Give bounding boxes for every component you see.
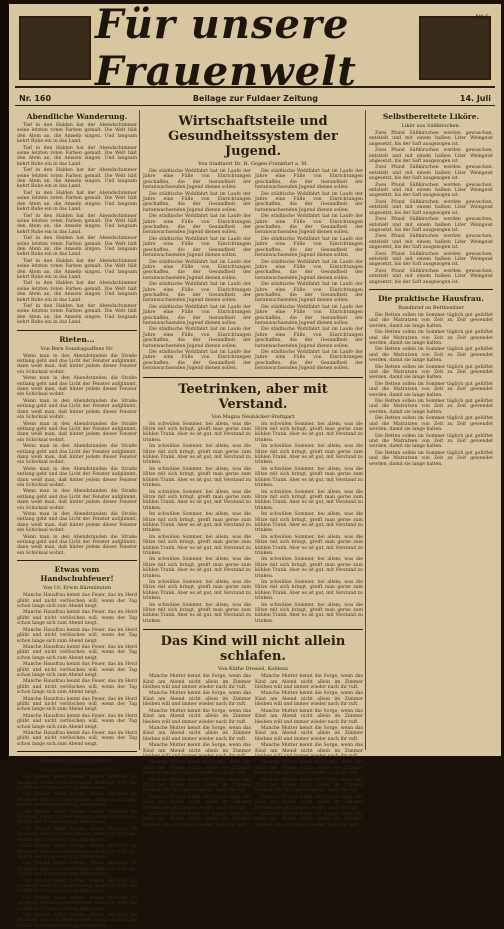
article-body: Die Betten sollen im Sommer täglich gut gelüftet und die Matratzen von Zeit zu Zeit gewendet werden, damit sie lange halten. Die Betten sollen im Sommer täglich gut gelüftet und die Matratzen von Zeit zu Zeit gewendet werden, damit sie lange halten. Die Betten sollen im Sommer täglich gut gelüftet und die Matratzen von Zeit zu Zeit gewendet werden, damit sie lange halten. Die Betten sollen im Sommer täglich gut gelüftet und die Matratzen von Zeit zu Zeit gewendet werden, damit sie lange halten. Die Betten sollen im Sommer täglich gut gelüftet und die Matratzen von Zeit zu Zeit gewendet werden, damit sie lange halten. Die Betten sollen im Sommer täglich gut gelüftet und die Matratzen von Zeit zu Zeit gewendet werden, damit sie lange halten. Die Betten sollen im Sommer täglich gut gelüftet und die Matratzen von Zeit zu Zeit gewendet werden, damit sie lange halten. Die Betten sollen im Sommer täglich gut gelüftet und die Matratzen von Zeit zu Zeit gewendet werden, damit sie lange halten. Die Betten sollen im Sommer täglich gut gelüftet und die Matratzen von Zeit zu Zeit gewendet werden, damit sie lange halten. [369, 312, 493, 467]
article-byline: Von Käthe Dressel, Koblenz [218, 666, 288, 673]
article-body: Zwei Pfund Süßkirschen werden gewaschen, entstielt und mit einem halben Liter Weingeist angesetzt, bis der Saft ausgezogen ist. Zwei Pfund Süßkirschen werden gewaschen, entstielt und mit einem halben Liter Weingeist angesetzt, bis der Saft ausgezogen ist. Zwei Pfund Süßkirschen werden gewaschen, entstielt und mit einem halben Liter Weingeist angesetzt, bis der Saft ausgezogen ist. Zwei Pfund Süßkirschen werden gewaschen, entstielt und mit einem halben Liter Weingeist angesetzt, bis der Saft ausgezogen ist. Zwei Pfund Süßkirschen werden gewaschen, entstielt und mit einem halben Liter Weingeist angesetzt, bis der Saft ausgezogen ist. Zwei Pfund Süßkirschen werden gewaschen, entstielt und mit einem halben Liter Weingeist angesetzt, bis der Saft ausgezogen ist. Zwei Pfund Süßkirschen werden gewaschen, entstielt und mit einem halben Liter Weingeist angesetzt, bis der Saft ausgezogen ist. Zwei Pfund Süßkirschen werden gewaschen, entstielt und mit einem halben Liter Weingeist angesetzt, bis der Saft ausgezogen ist. Zwei Pfund Süßkirschen werden gewaschen, entstielt und mit einem halben Liter Weingeist angesetzt, bis der Saft ausgezogen ist. [369, 131, 493, 285]
article-body: Wenn man in den Abendstunden die Straße entlang geht und das Licht der Fenster aufglimmt, dann weiß man, daß hinter jedem dieser Fenster ein Schicksal wohnt. Wenn man in den Abendstunden die Straße entlang geht und das Licht der Fenster aufglimmt, dann weiß man, daß hinter jedem dieser Fenster ein Schicksal wohnt. Wenn man in den Abendstunden die Straße entlang geht und das Licht der Fenster aufglimmt, dann weiß man, daß hinter jedem dieser Fenster ein Schicksal wohnt. Wenn man in den Abendstunden die Straße entlang geht und das Licht der Fenster aufglimmt, dann weiß man, daß hinter jedem dieser Fenster ein Schicksal wohnt. Wenn man in den Abendstunden die Straße entlang geht und das Licht der Fenster aufglimmt, dann weiß man, daß hinter jedem dieser Fenster ein Schicksal wohnt. Wenn man in den Abendstunden die Straße entlang geht und das Licht der Fenster aufglimmt, dann weiß man, daß hinter jedem dieser Fenster ein Schicksal wohnt. Wenn man in den Abendstunden die Straße entlang geht und das Licht der Fenster aufglimmt, dann weiß man, daß hinter jedem dieser Fenster ein Schicksal wohnt. Wenn man in den Abendstunden die Straße entlang geht und das Licht der Fenster aufglimmt, dann weiß man, daß hinter jedem dieser Fenster ein Schicksal wohnt. Wenn man in den Abendstunden die Straße entlang geht und das Licht der Fenster aufglimmt, dann weiß man, daß hinter jedem dieser Fenster ein Schicksal wohnt. [17, 353, 137, 556]
masthead-corner-mark: NILS [475, 14, 489, 21]
article-byline: Von Magna Neubäcker-Stuttgart [211, 413, 295, 420]
article-headline: Rieten... [59, 334, 95, 344]
masthead [15, 1, 495, 95]
masthead-illustration-right [419, 16, 491, 80]
article-headline: Etwas vom Handschuhfeuer! [40, 565, 114, 584]
article-byline: Von Bern Sonntagsaffens Nr. [40, 345, 114, 352]
section-divider [369, 289, 493, 290]
article-headline: Das Kind will nicht allein schlafen. [160, 634, 346, 665]
column-right [369, 110, 493, 750]
article-body: Manche Mutter kennt die Sorge, wenn das Kind am Abend nicht allein im Zimmer bleiben will und immer wieder nach ihr ruft. Manche Mutter kennt die Sorge, wenn das Kind am Abend nicht allein im Zimmer bleiben will und immer wieder nach ihr ruft. Manche Mutter kennt die Sorge, wenn das Kind am Abend nicht allein im Zimmer bleiben will und immer wieder nach ihr ruft. Manche Mutter kennt die Sorge, wenn das Kind am Abend nicht allein im Zimmer bleiben will und immer wieder nach ihr ruft. Manche Mutter kennt die Sorge, wenn das Kind am Abend nicht allein im Zimmer bleiben will und immer wieder nach ihr ruft. Manche Mutter kennt die Sorge, wenn das Kind am Abend nicht allein im Zimmer bleiben will und immer wieder nach ihr ruft. Manche Mutter kennt die Sorge, wenn das Kind am Abend nicht allein im Zimmer bleiben will und immer wieder nach ihr ruft. Manche Mutter kennt die Sorge, wenn das Kind am Abend nicht allein im Zimmer bleiben will und immer wieder nach ihr ruft. Manche Mutter kennt die Sorge, wenn das Kind am Abend nicht allein im Zimmer bleiben will und immer wieder nach ihr ruft. [255, 674, 363, 828]
article-body: Die städtische Wohlfahrt hat im Laufe der Jahre eine Fülle von Einrichtungen geschaffen, die der Gesundheit der heranwachsenden Jugend dienen sollen. Die städtische Wohlfahrt hat im Laufe der Jahre eine Fülle von Einrichtungen geschaffen, die der Gesundheit der heranwachsenden Jugend dienen sollen. Die städtische Wohlfahrt hat im Laufe der Jahre eine Fülle von Einrichtungen geschaffen, die der Gesundheit der heranwachsenden Jugend dienen sollen. Die städtische Wohlfahrt hat im Laufe der Jahre eine Fülle von Einrichtungen geschaffen, die der Gesundheit der heranwachsenden Jugend dienen sollen. Die städtische Wohlfahrt hat im Laufe der Jahre eine Fülle von Einrichtungen geschaffen, die der Gesundheit der heranwachsenden Jugend dienen sollen. Die städtische Wohlfahrt hat im Laufe der Jahre eine Fülle von Einrichtungen geschaffen, die der Gesundheit der heranwachsenden Jugend dienen sollen. Die städtische Wohlfahrt hat im Laufe der Jahre eine Fülle von Einrichtungen geschaffen, die der Gesundheit der heranwachsenden Jugend dienen sollen. Die städtische Wohlfahrt hat im Laufe der Jahre eine Fülle von Einrichtungen geschaffen, die der Gesundheit der heranwachsenden Jugend dienen sollen. Die städtische Wohlfahrt hat im Laufe der Jahre eine Fülle von Einrichtungen geschaffen, die der Gesundheit der heranwachsenden Jugend dienen sollen. [255, 169, 363, 372]
article-body: Im schwülen Sommer, bei allem, was die Hitze mit sich bringt, greift man gerne zum kühlen Trank. Aber es ist gut, mit Verstand zu trinken. Im schwülen Sommer, bei allem, was die Hitze mit sich bringt, greift man gerne zum kühlen Trank. Aber es ist gut, mit Verstand zu trinken. Im schwülen Sommer, bei allem, was die Hitze mit sich bringt, greift man gerne zum kühlen Trank. Aber es ist gut, mit Verstand zu trinken. Im schwülen Sommer, bei allem, was die Hitze mit sich bringt, greift man gerne zum kühlen Trank. Aber es ist gut, mit Verstand zu trinken. Im schwülen Sommer, bei allem, was die Hitze mit sich bringt, greift man gerne zum kühlen Trank. Aber es ist gut, mit Verstand zu trinken. Im schwülen Sommer, bei allem, was die Hitze mit sich bringt, greift man gerne zum kühlen Trank. Aber es ist gut, mit Verstand zu trinken. Im schwülen Sommer, bei allem, was die Hitze mit sich bringt, greift man gerne zum kühlen Trank. Aber es ist gut, mit Verstand zu trinken. Im schwülen Sommer, bei allem, was die Hitze mit sich bringt, greift man gerne zum kühlen Trank. Aber es ist gut, mit Verstand zu trinken. Im schwülen Sommer, bei allem, was die Hitze mit sich bringt, greift man gerne zum kühlen Trank. Aber es ist gut, mit Verstand zu trinken. [143, 421, 251, 624]
issue-number: Nr. 160 [19, 94, 52, 103]
info-bar [15, 92, 495, 106]
article-byline: Von Stadtarzt Dr. H. Gogen-Frankfurt a. M. [198, 161, 308, 167]
article-body: Die städtische Wohlfahrt hat im Laufe der Jahre eine Fülle von Einrichtungen geschaffen, die der Gesundheit der heranwachsenden Jugend dienen sollen. Die städtische Wohlfahrt hat im Laufe der Jahre eine Fülle von Einrichtungen geschaffen, die der Gesundheit der heranwachsenden Jugend dienen sollen. Die städtische Wohlfahrt hat im Laufe der Jahre eine Fülle von Einrichtungen geschaffen, die der Gesundheit der heranwachsenden Jugend dienen sollen. Die städtische Wohlfahrt hat im Laufe der Jahre eine Fülle von Einrichtungen geschaffen, die der Gesundheit der heranwachsenden Jugend dienen sollen. Die städtische Wohlfahrt hat im Laufe der Jahre eine Fülle von Einrichtungen geschaffen, die der Gesundheit der heranwachsenden Jugend dienen sollen. Die städtische Wohlfahrt hat im Laufe der Jahre eine Fülle von Einrichtungen geschaffen, die der Gesundheit der heranwachsenden Jugend dienen sollen. Die städtische Wohlfahrt hat im Laufe der Jahre eine Fülle von Einrichtungen geschaffen, die der Gesundheit der heranwachsenden Jugend dienen sollen. Die städtische Wohlfahrt hat im Laufe der Jahre eine Fülle von Einrichtungen geschaffen, die der Gesundheit der heranwachsenden Jugend dienen sollen. Die städtische Wohlfahrt hat im Laufe der Jahre eine Fülle von Einrichtungen geschaffen, die der Gesundheit der heranwachsenden Jugend dienen sollen. [143, 169, 251, 372]
article-byline: Von Ilse Baumgartner-Beeck [40, 767, 114, 774]
supplement-note: Beilage zur Fuldaer Zeitung [192, 94, 319, 103]
newspaper-page [9, 1, 501, 929]
masthead-title: Für unsere Frauenwelt [95, 1, 357, 95]
section-divider [17, 330, 137, 331]
masthead-illustration-left [19, 16, 91, 80]
article-byline: Von Ur. Erwin Bärenleuten [42, 585, 112, 592]
article-headline: Selbstbereitete Liköre. [382, 112, 480, 121]
section-divider [143, 629, 363, 630]
article-body: Manche Mutter kennt die Sorge, wenn das Kind am Abend nicht allein im Zimmer bleiben will und immer wieder nach ihr ruft. Manche Mutter kennt die Sorge, wenn das Kind am Abend nicht allein im Zimmer bleiben will und immer wieder nach ihr ruft. Manche Mutter kennt die Sorge, wenn das Kind am Abend nicht allein im Zimmer bleiben will und immer wieder nach ihr ruft. Manche Mutter kennt die Sorge, wenn das Kind am Abend nicht allein im Zimmer bleiben will und immer wieder nach ihr ruft. Manche Mutter kennt die Sorge, wenn das Kind am Abend nicht allein im Zimmer bleiben will und immer wieder nach ihr ruft. Manche Mutter kennt die Sorge, wenn das Kind am Abend nicht allein im Zimmer bleiben will und immer wieder nach ihr ruft. Manche Mutter kennt die Sorge, wenn das Kind am Abend nicht allein im Zimmer bleiben will und immer wieder nach ihr ruft. Manche Mutter kennt die Sorge, wenn das Kind am Abend nicht allein im Zimmer bleiben will und immer wieder nach ihr ruft. Manche Mutter kennt die Sorge, wenn das Kind am Abend nicht allein im Zimmer bleiben will und immer wieder nach ihr ruft. [143, 674, 251, 828]
article-headline: Abendliche Wanderung. [26, 112, 128, 121]
column-left [17, 110, 137, 929]
article-byline: Rundbrief an Bettbesitzer [398, 304, 464, 311]
article-body: Die Kinder sollen lernen, kleine Arbeiten im Haushalt selbst zu übernehmen, damit sie früh das Gefühl der Verantwortung bekommen. Die Kinder sollen lernen, kleine Arbeiten im Haushalt selbst zu übernehmen, damit sie früh das Gefühl der Verantwortung bekommen. Die Kinder sollen lernen, kleine Arbeiten im Haushalt selbst zu übernehmen, damit sie früh das Gefühl der Verantwortung bekommen. Die Kinder sollen lernen, kleine Arbeiten im Haushalt selbst zu übernehmen, damit sie früh das Gefühl der Verantwortung bekommen. Die Kinder sollen lernen, kleine Arbeiten im Haushalt selbst zu übernehmen, damit sie früh das Gefühl der Verantwortung bekommen. Die Kinder sollen lernen, kleine Arbeiten im Haushalt selbst zu übernehmen, damit sie früh das Gefühl der Verantwortung bekommen. Die Kinder sollen lernen, kleine Arbeiten im Haushalt selbst zu übernehmen, damit sie früh das Gefühl der Verantwortung bekommen. Die Kinder sollen lernen, kleine Arbeiten im Haushalt selbst zu übernehmen, damit sie früh das Gefühl der Verantwortung bekommen. Die Kinder sollen lernen, kleine Arbeiten im Haushalt selbst zu übernehmen, damit sie früh das Gefühl der Verantwortung bekommen. [17, 775, 137, 929]
section-divider [17, 560, 137, 561]
section-divider [17, 751, 137, 752]
article-body: Im schwülen Sommer, bei allem, was die Hitze mit sich bringt, greift man gerne zum kühlen Trank. Aber es ist gut, mit Verstand zu trinken. Im schwülen Sommer, bei allem, was die Hitze mit sich bringt, greift man gerne zum kühlen Trank. Aber es ist gut, mit Verstand zu trinken. Im schwülen Sommer, bei allem, was die Hitze mit sich bringt, greift man gerne zum kühlen Trank. Aber es ist gut, mit Verstand zu trinken. Im schwülen Sommer, bei allem, was die Hitze mit sich bringt, greift man gerne zum kühlen Trank. Aber es ist gut, mit Verstand zu trinken. Im schwülen Sommer, bei allem, was die Hitze mit sich bringt, greift man gerne zum kühlen Trank. Aber es ist gut, mit Verstand zu trinken. Im schwülen Sommer, bei allem, was die Hitze mit sich bringt, greift man gerne zum kühlen Trank. Aber es ist gut, mit Verstand zu trinken. Im schwülen Sommer, bei allem, was die Hitze mit sich bringt, greift man gerne zum kühlen Trank. Aber es ist gut, mit Verstand zu trinken. Im schwülen Sommer, bei allem, was die Hitze mit sich bringt, greift man gerne zum kühlen Trank. Aber es ist gut, mit Verstand zu trinken. Im schwülen Sommer, bei allem, was die Hitze mit sich bringt, greift man gerne zum kühlen Trank. Aber es ist gut, mit Verstand zu trinken. [255, 421, 363, 624]
section-divider [143, 377, 363, 378]
issue-date: 14. Juli [459, 94, 491, 103]
article-headline: Die praktische Hausfrau. [378, 293, 484, 303]
scan-edge [0, 0, 9, 760]
column-rule [365, 110, 366, 750]
article-body: Tief in den Halden hat der Abendschimmer seine letzten roten Farben gemalt. Die Welt hält den Atem an, die Amseln singen. Und langsam kehrt Ruhe ein in das Land. Tief in den Halden hat der Abendschimmer seine letzten roten Farben gemalt. Die Welt hält den Atem an, die Amseln singen. Und langsam kehrt Ruhe ein in das Land. Tief in den Halden hat der Abendschimmer seine letzten roten Farben gemalt. Die Welt hält den Atem an, die Amseln singen. Und langsam kehrt Ruhe ein in das Land. Tief in den Halden hat der Abendschimmer seine letzten roten Farben gemalt. Die Welt hält den Atem an, die Amseln singen. Und langsam kehrt Ruhe ein in das Land. Tief in den Halden hat der Abendschimmer seine letzten roten Farben gemalt. Die Welt hält den Atem an, die Amseln singen. Und langsam kehrt Ruhe ein in das Land. Tief in den Halden hat der Abendschimmer seine letzten roten Farben gemalt. Die Welt hält den Atem an, die Amseln singen. Und langsam kehrt Ruhe ein in das Land. Tief in den Halden hat der Abendschimmer seine letzten roten Farben gemalt. Die Welt hält den Atem an, die Amseln singen. Und langsam kehrt Ruhe ein in das Land. Tief in den Halden hat der Abendschimmer seine letzten roten Farben gemalt. Die Welt hält den Atem an, die Amseln singen. Und langsam kehrt Ruhe ein in das Land. Tief in den Halden hat der Abendschimmer seine letzten roten Farben gemalt. Die Welt hält den Atem an, die Amseln singen. Und langsam kehrt Ruhe ein in das Land. [17, 123, 137, 326]
article-headline: Kinder-Aufgaben. [39, 756, 115, 766]
article-headline: Teetrinken, aber mit Verstand. [178, 381, 328, 412]
column-rule [139, 110, 140, 750]
article-body: Manche Hausfrau kennt das Feuer, das im Herd glüht und nicht verlöschen will, wenn der Tag schon lange sich zum Abend neigt. Manche Hausfrau kennt das Feuer, das im Herd glüht und nicht verlöschen will, wenn der Tag schon lange sich zum Abend neigt. Manche Hausfrau kennt das Feuer, das im Herd glüht und nicht verlöschen will, wenn der Tag schon lange sich zum Abend neigt. Manche Hausfrau kennt das Feuer, das im Herd glüht und nicht verlöschen will, wenn der Tag schon lange sich zum Abend neigt. Manche Hausfrau kennt das Feuer, das im Herd glüht und nicht verlöschen will, wenn der Tag schon lange sich zum Abend neigt. Manche Hausfrau kennt das Feuer, das im Herd glüht und nicht verlöschen will, wenn der Tag schon lange sich zum Abend neigt. Manche Hausfrau kennt das Feuer, das im Herd glüht und nicht verlöschen will, wenn der Tag schon lange sich zum Abend neigt. Manche Hausfrau kennt das Feuer, das im Herd glüht und nicht verlöschen will, wenn der Tag schon lange sich zum Abend neigt. Manche Hausfrau kennt das Feuer, das im Herd glüht und nicht verlöschen will, wenn der Tag schon lange sich zum Abend neigt. [17, 593, 137, 747]
article-headline: Wirtschaftsteile und Gesundheitssystem der Jugend. [168, 114, 338, 159]
column-center [143, 110, 363, 828]
article-byline: Likör aus Süßkirschen. [401, 123, 461, 129]
